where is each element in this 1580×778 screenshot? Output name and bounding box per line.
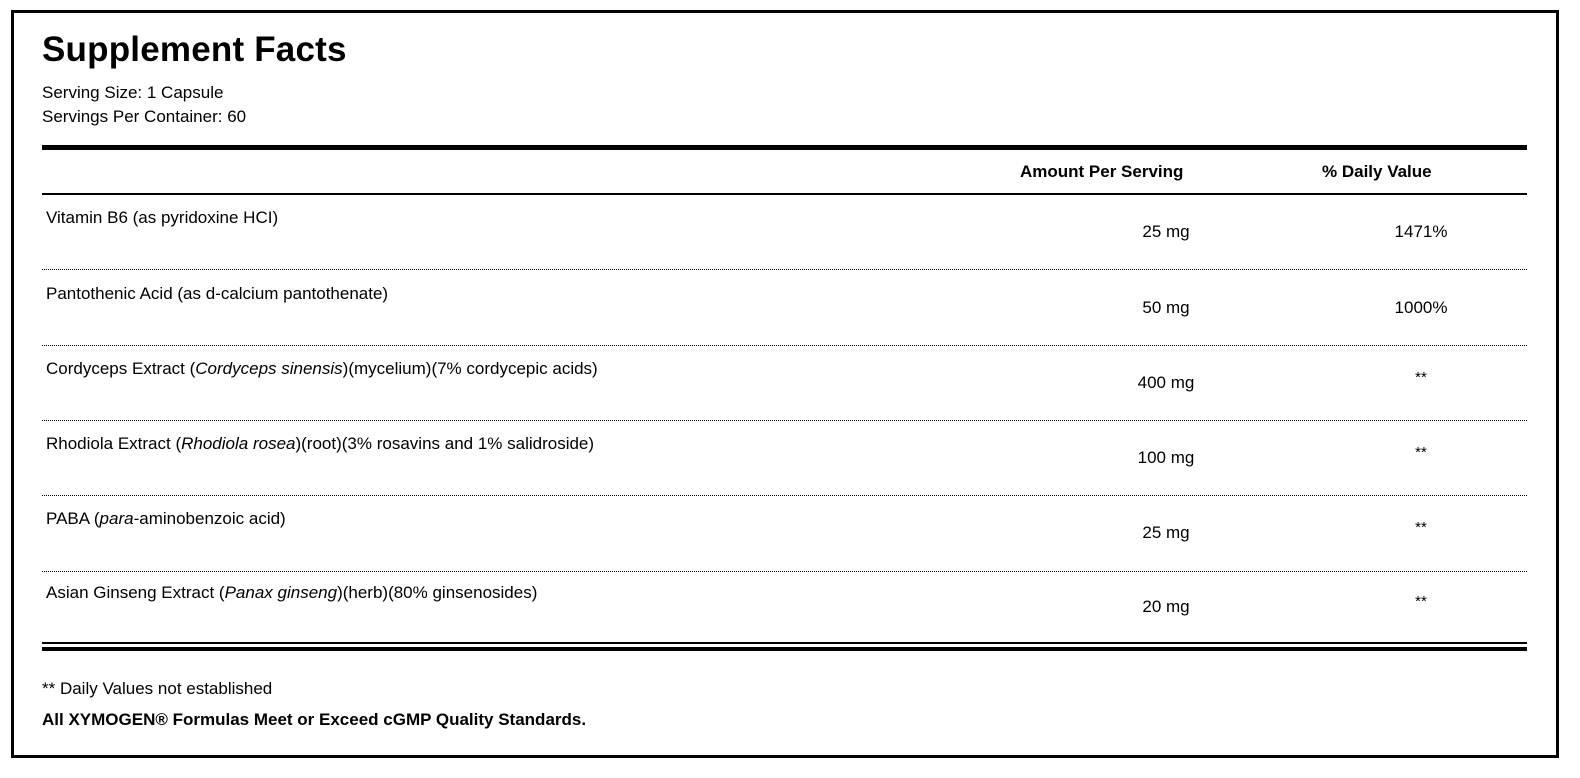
nutrient-daily-value: ** [1415,369,1427,386]
page-title: Supplement Facts [42,30,347,69]
nutrient-amount: 100 mg [1137,448,1195,467]
row-divider [42,345,1527,346]
nutrient-row [0,284,1580,359]
row-divider [42,571,1527,572]
nutrient-name: Cordyceps Extract (Cordyceps sinensis)(mycelium)(7% cordycepic acids) [46,359,598,378]
nutrient-row [0,208,1580,283]
daily-value-footnote: ** Daily Values not established [42,679,273,698]
nutrient-daily-value: ** [1415,593,1427,610]
nutrient-daily-value: 1000% [1394,298,1448,317]
nutrient-daily-value: ** [1415,519,1427,536]
nutrient-daily-value: 1471% [1394,222,1448,241]
row-divider [42,420,1527,421]
nutrient-name: Asian Ginseng Extract (Panax ginseng)(herb)(80% ginsenosides) [46,583,538,602]
row-divider [42,495,1527,496]
nutrient-amount: 25 mg [1142,523,1190,542]
nutrient-name: PABA (para-aminobenzoic acid) [46,509,286,528]
nutrient-row [0,359,1580,434]
nutrient-name: Vitamin B6 (as pyridoxine HCI) [46,208,279,227]
nutrient-amount: 20 mg [1142,597,1190,616]
daily-value-column-header: % Daily Value [1322,162,1432,181]
amount-column-header: Amount Per Serving [1020,162,1184,181]
serving-size: Serving Size: 1 Capsule [42,83,224,102]
nutrient-row [0,509,1580,584]
servings-per-container: Servings Per Container: 60 [42,107,247,126]
column-header-divider [42,193,1527,195]
nutrient-amount: 400 mg [1137,373,1195,392]
nutrient-amount: 50 mg [1142,298,1190,317]
nutrient-daily-value: ** [1415,444,1427,461]
row-divider [42,269,1527,270]
footer-divider-top [42,642,1527,644]
nutrient-row [0,434,1580,509]
footer-divider-bottom [42,647,1527,651]
nutrient-amount: 25 mg [1142,222,1190,241]
nutrient-name: Pantothenic Acid (as d-calcium pantothenate) [46,284,389,303]
nutrient-name: Rhodiola Extract (Rhodiola rosea)(root)(3% rosavins and 1% salidroside) [46,434,595,453]
header-divider [42,145,1527,150]
quality-statement: All XYMOGEN® Formulas Meet or Exceed cGMP Quality Standards. [42,710,587,729]
